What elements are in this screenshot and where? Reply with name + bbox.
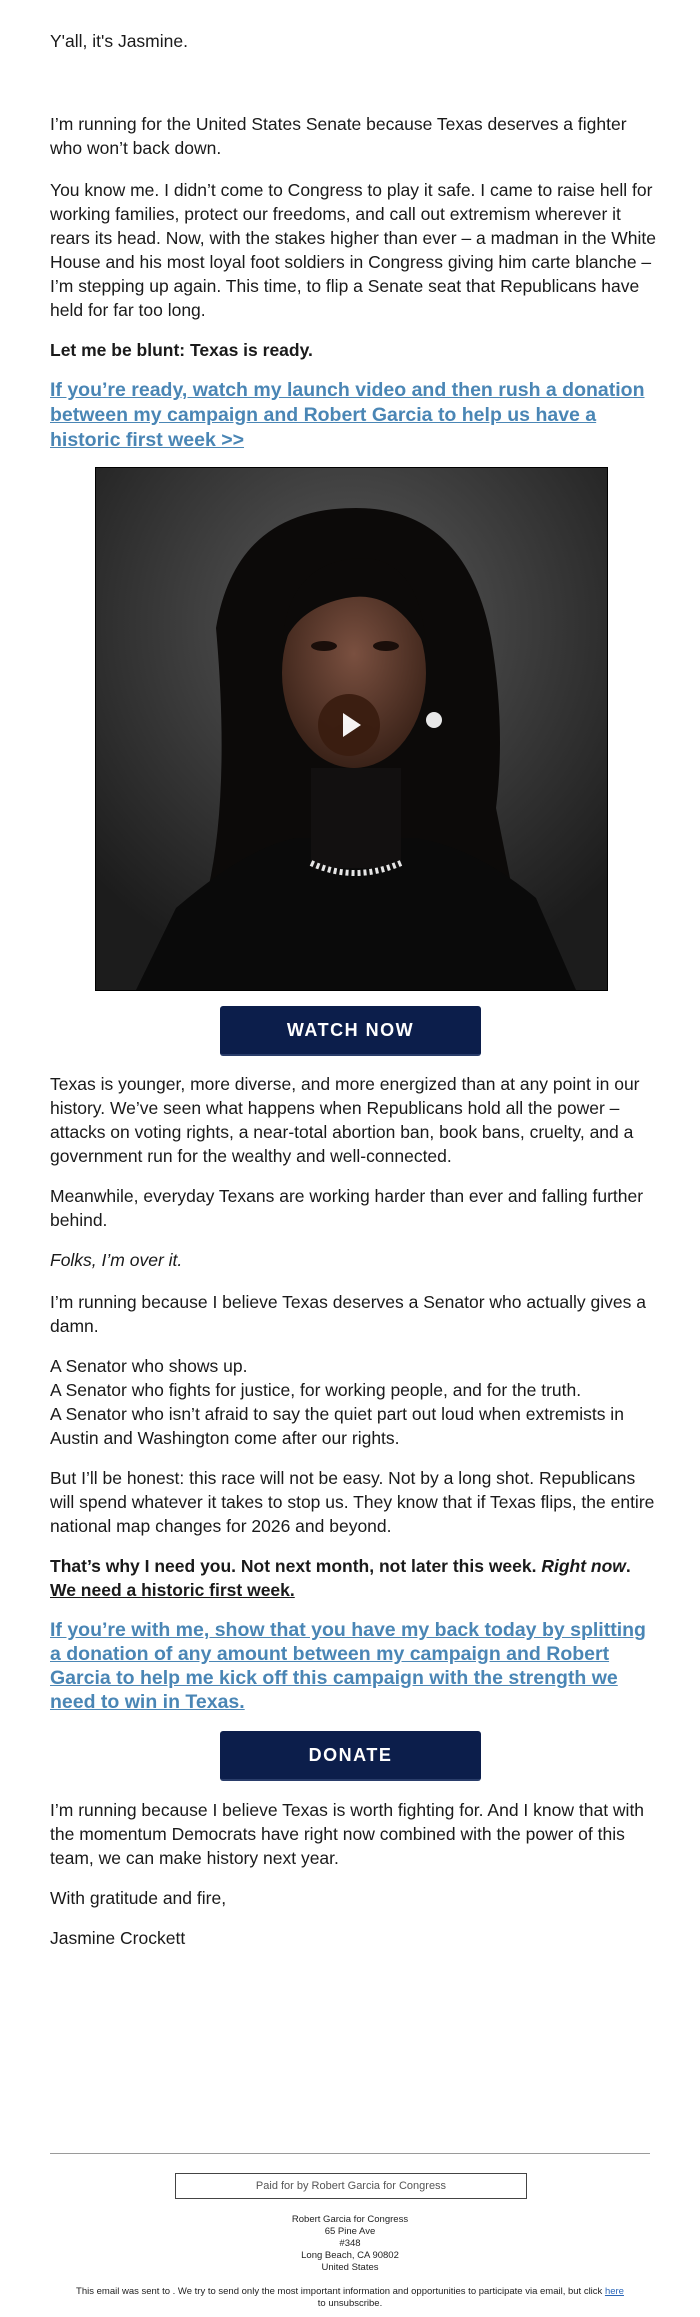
intro-paragraph: I’m running for the United States Senate because Texas deserves a fighter who won’t back down.: [50, 114, 627, 158]
need-you-paragraph: [50, 1554, 660, 1602]
cta-video-link[interactable]: If you’re ready, watch my launch video and then rush a donation between my campaign and Robert Garcia to help us have a historic first week >>: [50, 379, 645, 451]
senator-line-3: A Senator who isn’t afraid to say the quiet part out loud when extremists in Austin and Washington come after our rights.: [50, 1404, 624, 1448]
blunt-statement: Let me be blunt: Texas is ready.: [50, 340, 313, 360]
senator-list: [50, 1354, 660, 1450]
signoff: With gratitude and fire,: [50, 1888, 227, 1908]
launch-video-thumbnail[interactable]: [95, 467, 608, 991]
address-line: Robert Garcia for Congress: [291, 2214, 409, 2225]
fine-print-end: to unsubscribe.: [317, 2298, 383, 2309]
paid-for-disclaimer: Paid for by Robert Garcia for Congress: [175, 2173, 527, 2199]
record-paragraph: You know me. I didn’t come to Congress to play it safe. I came to raise hell for working families, protect our freedoms, and call out extremism wherever it rears its head. Now, with the stakes higher than ever – a madman in the White House and his most loyal foot soldiers in Congress giving him carte blanche – I’m stepping up again. This time, to flip a Senate seat that Republicans have held for far too long.: [50, 180, 657, 320]
cta-donate-link[interactable]: If you’re with me, show that you have my back today by splitting a donation of any amount between my campaign and Robert Garcia to help me kick off this campaign with the strength we need to win in Texas.: [50, 1619, 646, 1713]
senator-line-1: A Senator who shows up.: [50, 1356, 248, 1376]
honest-paragraph: But I’ll be honest: this race will not be easy. Not by a long shot. Republicans will spend whatever it takes to stop us. They know that if Texas flips, the entire national map changes for 2026 and beyond.: [50, 1468, 655, 1536]
address-line: #348: [339, 2238, 361, 2249]
play-icon[interactable]: [318, 694, 380, 756]
folks-paragraph: Folks, I’m over it.: [50, 1250, 183, 1270]
donate-button[interactable]: DONATE: [220, 1731, 481, 1781]
watch-now-button[interactable]: WATCH NOW: [220, 1006, 481, 1056]
texas-paragraph: Texas is younger, more diverse, and more energized than at any point in our history. We’ve seen what happens when Republicans hold all the power – attacks on voting rights, a near-total abortion ban, book bans, cruelty, and a government run for the wealthy and well-connected.: [50, 1074, 640, 1166]
meanwhile-paragraph: Meanwhile, everyday Texans are working harder than ever and falling further behind.: [50, 1186, 644, 1230]
signature-name: Jasmine Crockett: [50, 1928, 186, 1948]
greeting: Y'all, it's Jasmine.: [50, 31, 188, 51]
mailing-address: [0, 2214, 700, 2274]
historic-week-emphasis: We need a historic first week.: [50, 1580, 295, 1600]
senator-line-2: A Senator who fights for justice, for working people, and for the truth.: [50, 1380, 582, 1400]
footer-divider: [50, 2153, 650, 2154]
address-line: United States: [321, 2262, 379, 2273]
right-now-emphasis: Right now: [541, 1556, 626, 1576]
address-line: Long Beach, CA 90802: [301, 2250, 399, 2261]
unsubscribe-notice: [75, 2286, 625, 2310]
unsubscribe-link[interactable]: here: [604, 2286, 624, 2297]
address-line: 65 Pine Ave: [324, 2226, 376, 2237]
running-paragraph: I’m running because I believe Texas deserves a Senator who actually gives a damn.: [50, 1292, 646, 1336]
need-you-text: That’s why I need you. Not next month, not later this week.: [50, 1556, 542, 1576]
worth-paragraph: I’m running because I believe Texas is worth fighting for. And I know that with the momentum Democrats have right now combined with the power of this team, we can make history next year.: [50, 1800, 645, 1868]
fine-print-text: This email was sent to . We try to send only the most important information and opportunities to participate via email, but click: [76, 2286, 605, 2297]
need-you-period: .: [625, 1556, 631, 1576]
